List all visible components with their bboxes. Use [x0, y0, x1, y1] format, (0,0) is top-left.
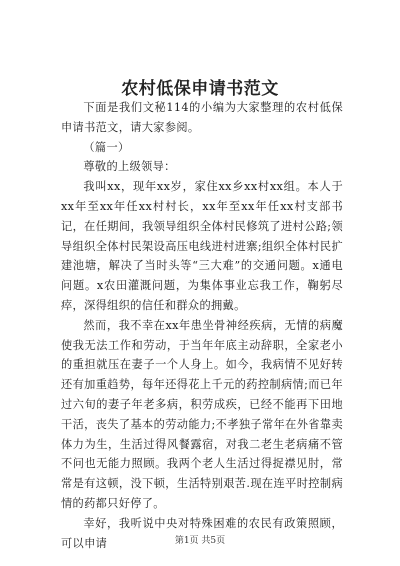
salutation: 尊敬的上级领导：	[83, 160, 176, 174]
page-footer: 第1页 共5页	[174, 536, 226, 546]
document-title: 农村低保申请书范文	[121, 79, 279, 99]
body-paragraph: 我叫xx，现年xx岁，家住xx乡xx村xx组。本人于xx年至xx年任xx村村长，xx年至xx年任xx村支部书记，在任期间，我领导组织全体村民修筑了进村公路;领导组织全体村民架设高压电线进村进寨;组织全体村民扩建池塘，解决了当时头等“三大难”的交通问题。x通电问题。x农田灌溉问题，为集体事业忘我工作，鞠躬尽瘁，深得组织的信任和群众的拥戴。	[61, 180, 343, 312]
body-paragraph: 然而，我不幸在xx年患坐骨神经疾病，无情的病魔使我无法工作和劳动，于当年年底主动辞职，全家老小的重担就压在妻子一个人身上。如今，我病情不见好转还有加重趋势，每年还得花上千元的药控制病情;而已年过六旬的妻子年老多病，积劳成疾，已经不能再下田地干活，丧失了基本的劳动能力;不孝独子常年在外省靠卖体力为生，生活过得风餐露宿，对我二老生老病痛不管不问也无能力照顾。我两个老人生活过得捉襟见肘，常常是有这顿，没下顿，生活特别艰苦.现在连平时控制病情的药都只好停了。	[61, 318, 343, 510]
document-body	[61, 98, 343, 553]
body-paragraph: 幸好，我听说中央对特殊困难的农民有政策照顾，可以申请	[61, 516, 343, 550]
intro-paragraph: 下面是我们文秘114的小编为大家整理的农村低保申请书范文，请大家参阅。	[61, 101, 343, 134]
section-heading: （篇一）	[83, 140, 130, 154]
